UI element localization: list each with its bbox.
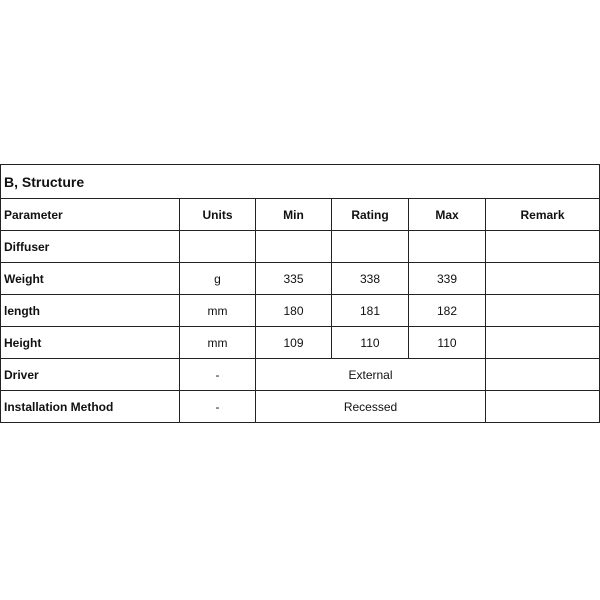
max-cell bbox=[409, 231, 486, 263]
units-cell: - bbox=[180, 359, 256, 391]
merged-value-cell: External bbox=[256, 359, 486, 391]
header-row bbox=[1, 199, 600, 231]
remark-cell bbox=[486, 231, 600, 263]
param-label: Diffuser bbox=[1, 231, 180, 263]
max-cell: 110 bbox=[409, 327, 486, 359]
remark-cell bbox=[486, 359, 600, 391]
remark-cell bbox=[486, 391, 600, 423]
rating-cell bbox=[332, 231, 409, 263]
table-row-weight bbox=[1, 263, 600, 295]
units-cell bbox=[180, 231, 256, 263]
units-cell: mm bbox=[180, 295, 256, 327]
structure-spec-table bbox=[0, 164, 600, 423]
units-cell: g bbox=[180, 263, 256, 295]
param-label: Driver bbox=[1, 359, 180, 391]
remark-cell bbox=[486, 295, 600, 327]
title-row bbox=[1, 165, 600, 199]
table-row-length bbox=[1, 295, 600, 327]
min-cell bbox=[256, 231, 332, 263]
section-title: B, Structure bbox=[1, 165, 600, 199]
header-rating: Rating bbox=[332, 199, 409, 231]
header-max: Max bbox=[409, 199, 486, 231]
rating-cell: 338 bbox=[332, 263, 409, 295]
table-row-driver bbox=[1, 359, 600, 391]
units-cell: mm bbox=[180, 327, 256, 359]
max-cell: 339 bbox=[409, 263, 486, 295]
header-min: Min bbox=[256, 199, 332, 231]
param-label: Height bbox=[1, 327, 180, 359]
min-cell: 180 bbox=[256, 295, 332, 327]
rating-cell: 181 bbox=[332, 295, 409, 327]
table-row-installation-method bbox=[1, 391, 600, 423]
min-cell: 335 bbox=[256, 263, 332, 295]
param-label: Installation Method bbox=[1, 391, 180, 423]
header-parameter: Parameter bbox=[1, 199, 180, 231]
param-label: Weight bbox=[1, 263, 180, 295]
header-remark: Remark bbox=[486, 199, 600, 231]
param-label: length bbox=[1, 295, 180, 327]
table-row-diffuser bbox=[1, 231, 600, 263]
table-row-height bbox=[1, 327, 600, 359]
max-cell: 182 bbox=[409, 295, 486, 327]
rating-cell: 110 bbox=[332, 327, 409, 359]
remark-cell bbox=[486, 327, 600, 359]
remark-cell bbox=[486, 263, 600, 295]
units-cell: - bbox=[180, 391, 256, 423]
min-cell: 109 bbox=[256, 327, 332, 359]
header-units: Units bbox=[180, 199, 256, 231]
merged-value-cell: Recessed bbox=[256, 391, 486, 423]
